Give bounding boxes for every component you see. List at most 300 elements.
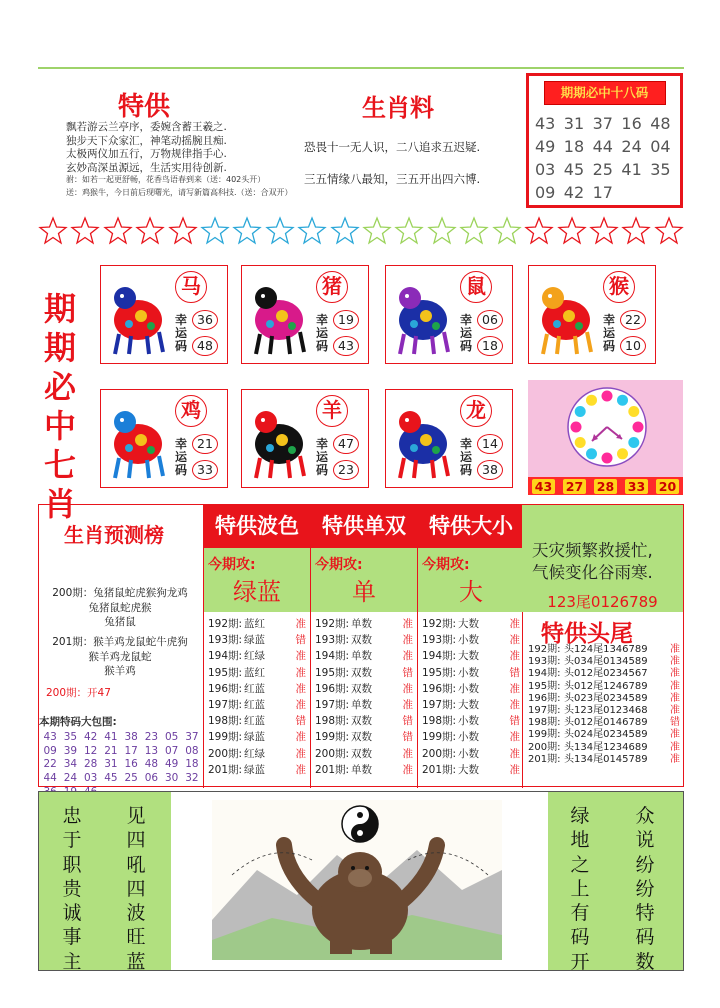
eighteen-code: 43: [535, 114, 556, 133]
issue: 196期:: [422, 682, 457, 695]
history-row: [204, 616, 310, 632]
issue: 198期:: [208, 715, 243, 728]
history-row: [418, 632, 524, 648]
toutail-row: [528, 693, 680, 705]
result: 准: [402, 747, 413, 760]
result: 准: [509, 747, 520, 760]
history-row: [204, 713, 310, 729]
eighteen-code: 03: [535, 160, 556, 179]
lucky-code-label: 幸运码: [602, 313, 615, 353]
history-row: [418, 697, 524, 713]
tm-number: 21: [104, 744, 118, 757]
toutail-row: [528, 705, 680, 717]
poem-char: 职: [62, 853, 82, 876]
history-row: [418, 713, 524, 729]
history-row: [311, 762, 417, 778]
toutail-rows: [528, 644, 680, 766]
toutail-row: [528, 668, 680, 680]
poem-char: 主: [62, 950, 82, 973]
issue: 196期:: [528, 692, 561, 704]
history-row: [204, 648, 310, 664]
clock-number: 20: [656, 479, 679, 494]
pick: 单数: [351, 763, 372, 776]
tm-number: 16: [124, 758, 138, 771]
toutail-row: [528, 681, 680, 693]
history-row: [204, 632, 310, 648]
poem-char: 有: [570, 902, 590, 925]
issue: 194期:: [315, 650, 350, 663]
result: 错: [295, 715, 306, 728]
history-row: [418, 729, 524, 745]
toutail-row: [528, 656, 680, 668]
pick: 单数: [351, 650, 372, 663]
column-title: 特供大小: [418, 505, 524, 548]
note-line: 送：鸡猴牛，今日前后现曙光，请写新篇高科技.（送：合双开）: [66, 188, 293, 197]
result: 准: [670, 729, 680, 741]
goat-icon: [248, 398, 310, 482]
history-row: [204, 681, 310, 697]
lucky-number: 43: [333, 336, 359, 356]
issue: 200期:: [422, 747, 457, 760]
poem-char: 数: [635, 950, 655, 973]
issue: 199期:: [422, 731, 457, 744]
tm-title: 本期特码大包围:: [39, 716, 117, 728]
poem-line: 飘若游云兰亭序，委婉含蓄王羲之.: [66, 121, 227, 133]
dragon-icon: [392, 398, 454, 482]
tm-number: 42: [83, 731, 98, 743]
pick: 小数: [458, 715, 479, 728]
issue: 201期:: [528, 753, 561, 765]
tm-number: 31: [104, 758, 118, 771]
shengxiao-line: 三五情缘八最知，三五开出四六博.: [304, 172, 481, 186]
tegong-title: 特供: [118, 92, 171, 122]
poem-char: 特: [635, 902, 655, 925]
result: 准: [295, 666, 306, 679]
tm-number: 39: [63, 744, 78, 757]
result: 准: [402, 634, 413, 647]
result: 准: [402, 650, 413, 663]
result: 准: [509, 682, 520, 695]
poem-char: 地: [570, 829, 590, 852]
pick: 大数: [458, 618, 479, 630]
clock-dot: [575, 406, 586, 417]
result: 错: [670, 717, 680, 729]
lucky-number: 18: [477, 336, 503, 356]
history-row: [204, 729, 310, 745]
history-row: [311, 697, 417, 713]
issue: 199期:: [208, 731, 243, 744]
poem-char: 绿: [570, 805, 590, 827]
eighteen-code: 18: [563, 137, 585, 156]
result: 准: [295, 650, 306, 663]
pick: 双数: [351, 715, 372, 728]
prediction-201: [40, 635, 200, 679]
tm-number: 12: [83, 744, 98, 757]
pick: 头134尾0145789: [564, 753, 648, 765]
attack-label: 今期攻:: [208, 557, 256, 573]
poem-char: 波: [126, 902, 146, 925]
tm-number: 25: [124, 772, 138, 785]
pick: 头023尾0234589: [564, 692, 648, 704]
tm-number: 17: [124, 744, 138, 757]
pick: 单数: [351, 698, 372, 711]
result: 准: [670, 741, 680, 753]
issue: 195期:: [315, 666, 350, 679]
issue: 201期:: [208, 763, 243, 776]
lucky-code-label: 幸运码: [459, 437, 472, 477]
tm-number: 43: [43, 731, 57, 743]
pick: 双数: [351, 747, 372, 760]
tegong-notes: [66, 173, 293, 199]
taiji-icon: [342, 806, 378, 842]
poem-char: 蓝: [126, 950, 146, 973]
poem-char: 纷: [635, 853, 655, 876]
eighteen-codes-title: 期期必中十八码: [544, 81, 666, 105]
tm-number: 05: [164, 731, 179, 743]
lucky-number: 19: [333, 310, 359, 330]
history-row: [311, 648, 417, 664]
column-history: [311, 616, 417, 778]
prediction-line: 猴羊鸡龙鼠蛇: [88, 650, 152, 663]
history-row: [418, 616, 524, 632]
pick: 小数: [458, 634, 479, 647]
result: 准: [402, 682, 413, 695]
issue: 194期:: [422, 650, 457, 663]
eighteen-code: 25: [592, 160, 613, 179]
poem-char: 旺: [126, 926, 146, 949]
poem-char: 之: [570, 853, 590, 876]
lucky-code-label: 幸运码: [174, 437, 187, 477]
attack-value: 大: [459, 578, 483, 606]
zodiac-card: [241, 265, 369, 364]
zodiac-name: 羊: [316, 395, 348, 427]
pick: 头024尾0234589: [564, 729, 648, 741]
prediction-result: 200期：开47: [46, 687, 111, 699]
clock-dot: [586, 448, 597, 459]
history-row: [418, 648, 524, 664]
toutail-row: [528, 754, 680, 766]
issue: 193期:: [528, 656, 561, 668]
issue: 195期:: [528, 680, 561, 692]
issue: 197期:: [528, 704, 561, 716]
issue: 197期:: [208, 698, 243, 711]
pick: 单数: [351, 618, 372, 630]
lucky-number: 36: [192, 310, 218, 330]
result: 准: [509, 634, 520, 647]
poem-column: [634, 804, 656, 974]
poem-char: 众: [635, 805, 655, 827]
result: 准: [295, 618, 306, 630]
history-row: [204, 697, 310, 713]
tm-number: 34: [63, 758, 78, 771]
pig-icon: [248, 274, 310, 358]
history-row: [204, 746, 310, 762]
eighteen-code: 24: [621, 137, 642, 156]
history-row: [311, 665, 417, 681]
lucky-code-label: 幸运码: [459, 313, 472, 353]
column-attack: [418, 548, 524, 612]
poem-line: 玄妙高深虽源远，生活实用待创新.: [66, 161, 227, 174]
result: 准: [509, 763, 520, 776]
poem-char: 上: [570, 877, 590, 900]
history-row: [311, 616, 417, 632]
history-row: [311, 746, 417, 762]
issue: 199期:: [315, 731, 350, 744]
pick: 头134尾1234689: [564, 741, 648, 753]
lucky-number: 23: [333, 460, 359, 480]
tm-number: 03: [83, 772, 98, 785]
clock-number: 28: [594, 479, 617, 494]
history-row: [311, 681, 417, 697]
eighteen-code: 17: [592, 183, 613, 202]
star-icon: [557, 214, 587, 248]
star-icon: [524, 214, 554, 248]
poem-char: 于: [62, 829, 82, 852]
lucky-number: 33: [192, 460, 218, 480]
star-icon: [654, 214, 684, 248]
top-divider: [38, 67, 684, 69]
star-icon: [200, 214, 230, 248]
zodiac-name: 鸡: [175, 395, 207, 427]
pick: 大数: [458, 763, 479, 776]
zodiac-card: [385, 265, 513, 364]
issue: 201期:: [422, 763, 457, 776]
issue: 196期:: [315, 682, 350, 695]
star-icon: [265, 214, 295, 248]
star-icon: [362, 214, 392, 248]
poem-char: 码: [635, 926, 655, 949]
zodiac-card: [385, 389, 513, 488]
lucky-number: 47: [333, 434, 359, 454]
issue: 194期:: [208, 650, 243, 663]
history-row: [311, 632, 417, 648]
tm-number: 09: [43, 744, 57, 757]
prediction-title: 生肖预测榜: [64, 523, 164, 547]
clock-dot: [617, 448, 628, 459]
lucky-code-label: 幸运码: [315, 437, 328, 477]
issue: 195期:: [208, 666, 243, 679]
prediction-line: 兔猪鼠蛇虎猴: [88, 601, 152, 614]
issue: 197期:: [422, 698, 457, 711]
tm-grid: [40, 731, 202, 800]
eighteen-code: 04: [650, 137, 671, 156]
result: 准: [295, 731, 306, 744]
clock-dot: [571, 422, 582, 433]
attack-value: 单: [352, 578, 376, 606]
tm-number: 37: [185, 731, 199, 743]
history-row: [418, 746, 524, 762]
prediction-line: 兔猪鼠: [104, 616, 136, 628]
issue: 192期:: [422, 618, 457, 630]
star-icon: [232, 214, 262, 248]
result: 准: [295, 747, 306, 760]
lucky-number: 14: [477, 434, 503, 454]
star-row: [38, 214, 684, 254]
pick: 小数: [458, 682, 479, 695]
history-row: [204, 762, 310, 778]
pick: 大数: [458, 650, 479, 663]
result: 准: [670, 753, 680, 765]
lucky-number: 38: [477, 460, 503, 480]
result: 准: [509, 618, 520, 630]
zodiac-name: 鼠: [460, 271, 492, 303]
pick: 头124尾1346789: [564, 644, 648, 655]
star-icon: [621, 214, 651, 248]
lucky-number: 06: [477, 310, 503, 330]
column-title: 特供单双: [311, 505, 417, 548]
poem-char: 见: [126, 805, 146, 827]
lucky-number: 10: [620, 336, 646, 356]
eighteen-code: 45: [563, 160, 585, 179]
column-title: 特供波色: [204, 505, 310, 548]
issue: 192期:: [208, 618, 243, 630]
star-icon: [589, 214, 619, 248]
issue: 193期:: [315, 634, 350, 647]
pick: 红蓝: [244, 715, 265, 728]
eighteen-code: 16: [621, 114, 642, 133]
eighteen-code: 44: [592, 137, 613, 156]
issue: 193期:: [208, 634, 243, 647]
zodiac-name: 龙: [460, 395, 492, 427]
history-row: [418, 665, 524, 681]
horse-icon: [107, 274, 169, 358]
pick: 红蓝: [244, 698, 265, 711]
star-icon: [297, 214, 327, 248]
poem-char: 诚: [62, 902, 82, 925]
column-history: [204, 616, 310, 778]
poem-char: 吼: [126, 853, 146, 876]
pick: 红绿: [244, 650, 265, 663]
clock-numbers: [528, 477, 683, 495]
pick: 大数: [458, 698, 479, 711]
result: 准: [509, 698, 520, 711]
tm-number: 18: [185, 758, 199, 771]
weather-line: 天灾频繁救援忙,: [532, 541, 653, 560]
bottom-right-poem: [548, 792, 683, 973]
zodiac-card: [241, 389, 369, 488]
star-icon: [394, 214, 424, 248]
poem-column: [569, 804, 591, 974]
poem-column: [61, 804, 83, 974]
tm-number: 22: [43, 758, 57, 771]
tm-number: 28: [83, 758, 98, 771]
tm-number: 49: [164, 758, 179, 771]
star-icon: [459, 214, 489, 248]
tm-number: 08: [185, 744, 199, 757]
clock-dot: [633, 422, 644, 433]
result: 错: [509, 666, 520, 679]
result: 准: [402, 618, 413, 630]
pick: 头012尾1246789: [564, 680, 648, 692]
star-icon: [135, 214, 165, 248]
poem-char: 纷: [635, 877, 655, 900]
bottom-left-poem: [39, 792, 171, 973]
eighteen-code: 31: [563, 114, 585, 133]
zodiac-card: [100, 389, 228, 488]
history-row: [311, 729, 417, 745]
rat-icon: [392, 274, 454, 358]
history-row: [418, 762, 524, 778]
poem-char: 说: [635, 829, 655, 852]
poem-char: 开: [570, 950, 590, 973]
poem-char: 事: [62, 926, 82, 949]
lucky-number: 22: [620, 310, 646, 330]
tm-number: 13: [144, 744, 159, 757]
pick: 双数: [351, 682, 372, 695]
lucky-number: 48: [192, 336, 218, 356]
tm-number: 38: [124, 731, 138, 743]
pick: 蓝红: [244, 666, 265, 679]
zodiac-name: 猪: [316, 271, 348, 303]
result: 错: [295, 634, 306, 647]
tm-number: 06: [144, 772, 159, 785]
eighteen-code: 09: [535, 183, 556, 202]
result: 准: [402, 763, 413, 776]
note-line: 驸：如若一起更舒畅，花香鸟语春到来（送：402头开）: [66, 175, 266, 184]
star-icon: [168, 214, 198, 248]
issue: 199期:: [528, 729, 561, 741]
result: 准: [670, 680, 680, 692]
result: 准: [509, 731, 520, 744]
zodiac-name: 马: [175, 271, 207, 303]
clock-dot: [602, 391, 613, 402]
poem-char: 四: [126, 829, 146, 852]
pick: 小数: [458, 747, 479, 760]
attack-label: 今期攻:: [422, 557, 470, 573]
issue: 201期:: [315, 763, 350, 776]
result: 准: [670, 704, 680, 716]
star-icon: [38, 214, 68, 248]
pick: 绿蓝: [244, 763, 265, 776]
toutail-row: [528, 742, 680, 754]
star-icon: [427, 214, 457, 248]
star-icon: [330, 214, 360, 248]
result: 准: [670, 656, 680, 668]
issue: 200期:: [528, 741, 561, 753]
toutail-row: [528, 644, 680, 656]
result: 错: [402, 715, 413, 728]
eighteen-code: 49: [535, 137, 556, 156]
poem-char: 码: [570, 926, 590, 949]
tm-number: 23: [144, 731, 159, 743]
poem-column: [125, 804, 147, 974]
shengxiao-title: 生肖料: [362, 94, 434, 122]
qixiao-title: 期期必中七肖: [43, 290, 76, 523]
issue: 193期:: [422, 634, 457, 647]
lucky-number: 21: [192, 434, 218, 454]
column-history: [418, 616, 524, 778]
result: 准: [295, 763, 306, 776]
clock-dot: [628, 437, 639, 448]
tm-number: 32: [185, 772, 199, 785]
pick: 红绿: [244, 747, 265, 760]
attack-value: 绿蓝: [233, 578, 281, 606]
result: 错: [509, 715, 520, 728]
history-row: [418, 681, 524, 697]
toutail-row: [528, 717, 680, 729]
prediction-200: [40, 586, 200, 630]
tail-text: 123尾0126789: [547, 593, 658, 611]
eighteen-code: 41: [621, 160, 642, 179]
clock-dot: [602, 453, 613, 464]
poem-line: 独步天下众家汇，神笔动摇腕且痴.: [66, 134, 227, 147]
issue: 194期:: [528, 668, 561, 680]
tm-number: 48: [144, 758, 159, 771]
issue: 200期:: [208, 747, 243, 760]
shengxiao-line: 恐畏十一无人识，二八追求五迟疑.: [304, 140, 481, 154]
pick: 绿蓝: [244, 731, 265, 744]
pick: 头123尾0123468: [564, 704, 648, 716]
